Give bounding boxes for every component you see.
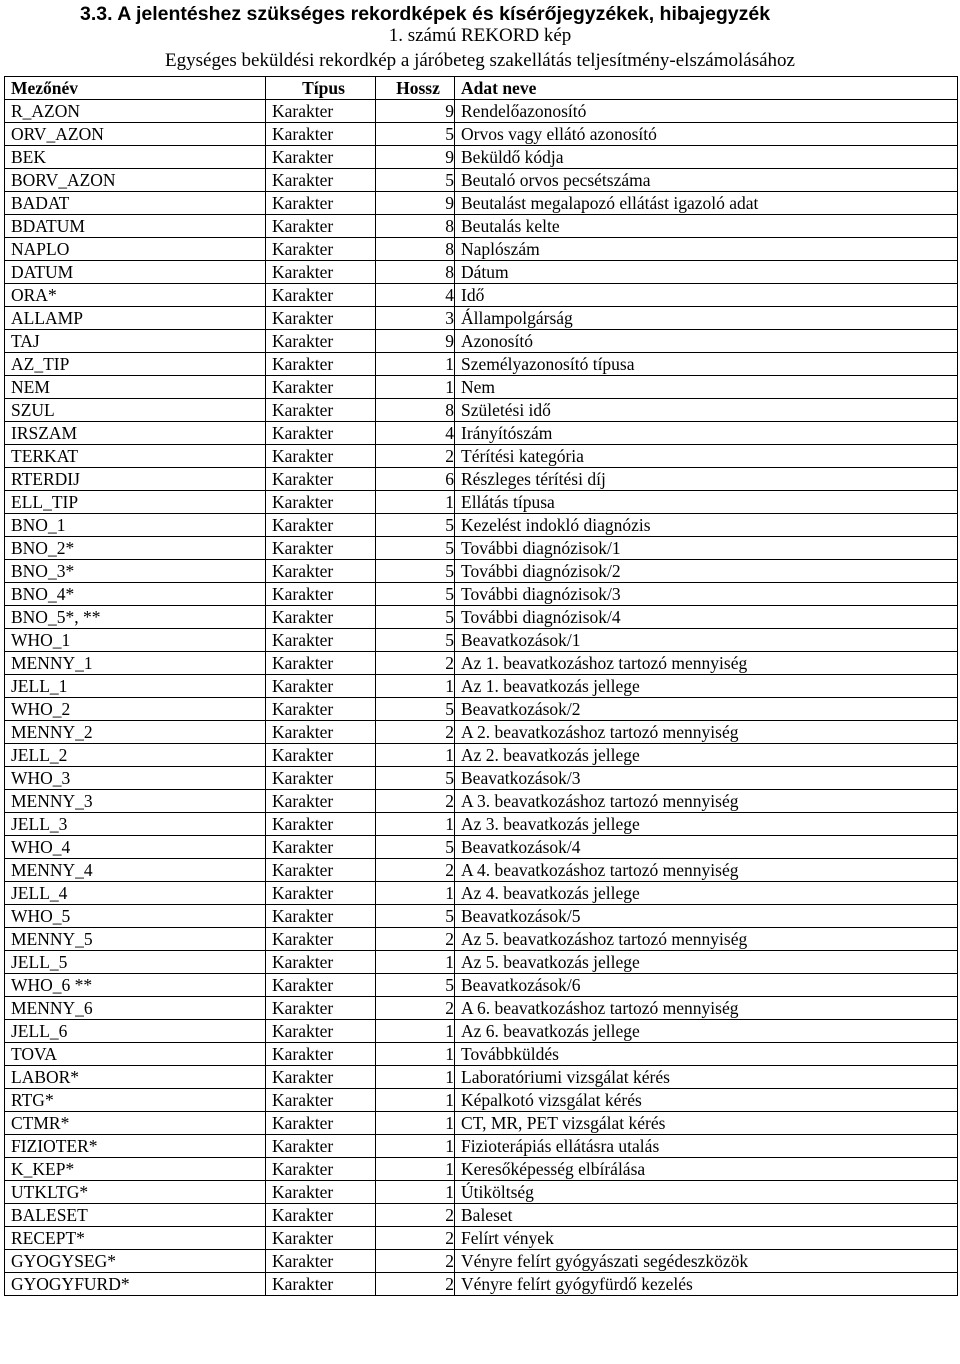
type-cell: Karakter: [266, 836, 376, 859]
data-name-cell: Az 5. beavatkozás jellege: [455, 951, 958, 974]
table-row: [5, 537, 958, 560]
table-row: [5, 1181, 958, 1204]
field-name-cell: WHO_5: [5, 905, 266, 928]
field-name-cell: LABOR*: [5, 1066, 266, 1089]
length-cell: 4: [376, 284, 455, 307]
type-cell: Karakter: [266, 330, 376, 353]
type-cell: Karakter: [266, 1089, 376, 1112]
length-cell: 5: [376, 537, 455, 560]
data-name-cell: Képalkotó vizsgálat kérés: [455, 1089, 958, 1112]
length-cell: 5: [376, 169, 455, 192]
data-name-cell: A 2. beavatkozáshoz tartozó mennyiség: [455, 721, 958, 744]
type-cell: Karakter: [266, 491, 376, 514]
type-cell: Karakter: [266, 1112, 376, 1135]
type-cell: Karakter: [266, 284, 376, 307]
length-cell: 1: [376, 1043, 455, 1066]
type-cell: Karakter: [266, 169, 376, 192]
type-cell: Karakter: [266, 422, 376, 445]
table-row: [5, 928, 958, 951]
table-row: [5, 1135, 958, 1158]
type-cell: Karakter: [266, 1181, 376, 1204]
data-name-cell: Születési idő: [455, 399, 958, 422]
length-cell: 6: [376, 468, 455, 491]
table-row: [5, 491, 958, 514]
length-cell: 1: [376, 353, 455, 376]
length-cell: 2: [376, 928, 455, 951]
header-length: Hossz: [376, 77, 455, 100]
data-name-cell: Azonosító: [455, 330, 958, 353]
field-name-cell: AZ_TIP: [5, 353, 266, 376]
type-cell: Karakter: [266, 652, 376, 675]
data-name-cell: További diagnózisok/1: [455, 537, 958, 560]
length-cell: 5: [376, 514, 455, 537]
field-name-cell: JELL_4: [5, 882, 266, 905]
record-title: Egységes beküldési rekordkép a járóbeteg szakellátás teljesítmény-elszámolásához: [165, 50, 795, 71]
field-name-cell: FIZIOTER*: [5, 1135, 266, 1158]
field-name-cell: RTG*: [5, 1089, 266, 1112]
table-row: [5, 100, 958, 123]
type-cell: Karakter: [266, 974, 376, 997]
table-body: [5, 100, 958, 1296]
field-name-cell: BNO_2*: [5, 537, 266, 560]
table-row: [5, 376, 958, 399]
field-name-cell: MENNY_5: [5, 928, 266, 951]
length-cell: 2: [376, 652, 455, 675]
length-cell: 2: [376, 721, 455, 744]
table-row: [5, 284, 958, 307]
data-name-cell: További diagnózisok/3: [455, 583, 958, 606]
field-name-cell: JELL_1: [5, 675, 266, 698]
type-cell: Karakter: [266, 744, 376, 767]
length-cell: 3: [376, 307, 455, 330]
field-name-cell: ALLAMP: [5, 307, 266, 330]
field-name-cell: R_AZON: [5, 100, 266, 123]
data-name-cell: Az 2. beavatkozás jellege: [455, 744, 958, 767]
type-cell: Karakter: [266, 675, 376, 698]
length-cell: 5: [376, 974, 455, 997]
data-name-cell: Keresőképesség elbírálása: [455, 1158, 958, 1181]
length-cell: 5: [376, 836, 455, 859]
data-name-cell: A 4. beavatkozáshoz tartozó mennyiség: [455, 859, 958, 882]
table-row: [5, 307, 958, 330]
record-subtitle: 1. számú REKORD kép: [388, 25, 572, 46]
table-row: [5, 353, 958, 376]
type-cell: Karakter: [266, 1158, 376, 1181]
data-name-cell: A 6. beavatkozáshoz tartozó mennyiség: [455, 997, 958, 1020]
table-row: [5, 1273, 958, 1296]
length-cell: 8: [376, 261, 455, 284]
type-cell: Karakter: [266, 215, 376, 238]
field-name-cell: CTMR*: [5, 1112, 266, 1135]
table-row: [5, 146, 958, 169]
data-name-cell: További diagnózisok/2: [455, 560, 958, 583]
record-layout-table: [4, 76, 958, 1296]
data-name-cell: Az 1. beavatkozás jellege: [455, 675, 958, 698]
type-cell: Karakter: [266, 537, 376, 560]
field-name-cell: BORV_AZON: [5, 169, 266, 192]
length-cell: 1: [376, 1135, 455, 1158]
type-cell: Karakter: [266, 146, 376, 169]
type-cell: Karakter: [266, 445, 376, 468]
length-cell: 5: [376, 606, 455, 629]
type-cell: Karakter: [266, 1135, 376, 1158]
table-row: [5, 974, 958, 997]
table-row: [5, 1089, 958, 1112]
length-cell: 8: [376, 215, 455, 238]
table-row: [5, 514, 958, 537]
length-cell: 2: [376, 997, 455, 1020]
type-cell: Karakter: [266, 882, 376, 905]
data-name-cell: Továbbküldés: [455, 1043, 958, 1066]
type-cell: Karakter: [266, 583, 376, 606]
field-name-cell: JELL_5: [5, 951, 266, 974]
table-row: [5, 399, 958, 422]
type-cell: Karakter: [266, 1204, 376, 1227]
data-name-cell: Laboratóriumi vizsgálat kérés: [455, 1066, 958, 1089]
type-cell: Karakter: [266, 767, 376, 790]
field-name-cell: TOVA: [5, 1043, 266, 1066]
type-cell: Karakter: [266, 813, 376, 836]
type-cell: Karakter: [266, 1227, 376, 1250]
field-name-cell: MENNY_6: [5, 997, 266, 1020]
data-name-cell: Beutalás kelte: [455, 215, 958, 238]
table-row: [5, 215, 958, 238]
field-name-cell: ORV_AZON: [5, 123, 266, 146]
field-name-cell: BNO_3*: [5, 560, 266, 583]
data-name-cell: Az 4. beavatkozás jellege: [455, 882, 958, 905]
length-cell: 2: [376, 1204, 455, 1227]
field-name-cell: BADAT: [5, 192, 266, 215]
table-row: [5, 123, 958, 146]
length-cell: 5: [376, 583, 455, 606]
type-cell: Karakter: [266, 514, 376, 537]
length-cell: 9: [376, 146, 455, 169]
length-cell: 2: [376, 790, 455, 813]
field-name-cell: SZUL: [5, 399, 266, 422]
length-cell: 1: [376, 882, 455, 905]
data-name-cell: Baleset: [455, 1204, 958, 1227]
table-row: [5, 468, 958, 491]
data-name-cell: Rendelőazonosító: [455, 100, 958, 123]
field-name-cell: K_KEP*: [5, 1158, 266, 1181]
field-name-cell: BALESET: [5, 1204, 266, 1227]
table-row: [5, 1250, 958, 1273]
data-name-cell: Nem: [455, 376, 958, 399]
type-cell: Karakter: [266, 399, 376, 422]
type-cell: Karakter: [266, 1250, 376, 1273]
type-cell: Karakter: [266, 376, 376, 399]
header-type: Típus: [266, 77, 376, 100]
data-name-cell: Útiköltség: [455, 1181, 958, 1204]
table-row: [5, 1112, 958, 1135]
length-cell: 2: [376, 1273, 455, 1296]
length-cell: 1: [376, 744, 455, 767]
field-name-cell: RTERDIJ: [5, 468, 266, 491]
data-name-cell: Felírt vények: [455, 1227, 958, 1250]
type-cell: Karakter: [266, 859, 376, 882]
type-cell: Karakter: [266, 307, 376, 330]
table-row: [5, 721, 958, 744]
field-name-cell: MENNY_1: [5, 652, 266, 675]
table-row: [5, 790, 958, 813]
data-name-cell: Ellátás típusa: [455, 491, 958, 514]
table-row: [5, 744, 958, 767]
table-row: [5, 445, 958, 468]
table-row: [5, 652, 958, 675]
table-row: [5, 1020, 958, 1043]
table-row: [5, 1066, 958, 1089]
data-name-cell: CT, MR, PET vizsgálat kérés: [455, 1112, 958, 1135]
table-row: [5, 169, 958, 192]
data-name-cell: Beavatkozások/3: [455, 767, 958, 790]
type-cell: Karakter: [266, 468, 376, 491]
field-name-cell: BNO_5*, **: [5, 606, 266, 629]
data-name-cell: Beavatkozások/2: [455, 698, 958, 721]
field-name-cell: GYOGYFURD*: [5, 1273, 266, 1296]
length-cell: 8: [376, 238, 455, 261]
table-row: [5, 1043, 958, 1066]
type-cell: Karakter: [266, 1043, 376, 1066]
data-name-cell: Részleges térítési díj: [455, 468, 958, 491]
table-row: [5, 1204, 958, 1227]
data-name-cell: Orvos vagy ellátó azonosító: [455, 123, 958, 146]
type-cell: Karakter: [266, 123, 376, 146]
field-name-cell: BNO_4*: [5, 583, 266, 606]
data-name-cell: Az 1. beavatkozáshoz tartozó mennyiség: [455, 652, 958, 675]
table-row: [5, 629, 958, 652]
table-row: [5, 422, 958, 445]
type-cell: Karakter: [266, 905, 376, 928]
length-cell: 2: [376, 1227, 455, 1250]
table-row: [5, 1227, 958, 1250]
data-name-cell: Beküldő kódja: [455, 146, 958, 169]
field-name-cell: RECEPT*: [5, 1227, 266, 1250]
table-row: [5, 905, 958, 928]
type-cell: Karakter: [266, 997, 376, 1020]
length-cell: 2: [376, 1250, 455, 1273]
length-cell: 5: [376, 560, 455, 583]
data-name-cell: Beavatkozások/6: [455, 974, 958, 997]
length-cell: 1: [376, 1112, 455, 1135]
field-name-cell: NEM: [5, 376, 266, 399]
table-header-row: [5, 77, 958, 100]
table-row: [5, 330, 958, 353]
data-name-cell: Beavatkozások/1: [455, 629, 958, 652]
header-field-name: Mezőnév: [5, 77, 266, 100]
table-row: [5, 192, 958, 215]
data-name-cell: Az 6. beavatkozás jellege: [455, 1020, 958, 1043]
type-cell: Karakter: [266, 629, 376, 652]
field-name-cell: ORA*: [5, 284, 266, 307]
field-name-cell: IRSZAM: [5, 422, 266, 445]
type-cell: Karakter: [266, 192, 376, 215]
section-heading: 3.3. A jelentéshez szükséges rekordképek és kísérőjegyzékek, hibajegyzék: [80, 3, 771, 25]
field-name-cell: WHO_3: [5, 767, 266, 790]
type-cell: Karakter: [266, 261, 376, 284]
type-cell: Karakter: [266, 951, 376, 974]
field-name-cell: DATUM: [5, 261, 266, 284]
field-name-cell: MENNY_2: [5, 721, 266, 744]
type-cell: Karakter: [266, 100, 376, 123]
table-row: [5, 882, 958, 905]
length-cell: 5: [376, 905, 455, 928]
field-name-cell: UTKLTG*: [5, 1181, 266, 1204]
length-cell: 2: [376, 445, 455, 468]
length-cell: 2: [376, 859, 455, 882]
table-row: [5, 698, 958, 721]
type-cell: Karakter: [266, 1273, 376, 1296]
data-name-cell: Állampolgárság: [455, 307, 958, 330]
field-name-cell: WHO_6 **: [5, 974, 266, 997]
data-name-cell: Kezelést indokló diagnózis: [455, 514, 958, 537]
data-name-cell: Fizioterápiás ellátásra utalás: [455, 1135, 958, 1158]
type-cell: Karakter: [266, 238, 376, 261]
data-name-cell: Beavatkozások/4: [455, 836, 958, 859]
field-name-cell: TERKAT: [5, 445, 266, 468]
length-cell: 9: [376, 192, 455, 215]
table-row: [5, 951, 958, 974]
field-name-cell: WHO_4: [5, 836, 266, 859]
type-cell: Karakter: [266, 928, 376, 951]
data-name-cell: Beavatkozások/5: [455, 905, 958, 928]
field-name-cell: BNO_1: [5, 514, 266, 537]
data-name-cell: Vényre felírt gyógyászati segédeszközök: [455, 1250, 958, 1273]
data-name-cell: A 3. beavatkozáshoz tartozó mennyiség: [455, 790, 958, 813]
table-row: [5, 606, 958, 629]
table-row: [5, 767, 958, 790]
table-row: [5, 859, 958, 882]
field-name-cell: JELL_3: [5, 813, 266, 836]
data-name-cell: Személyazonosító típusa: [455, 353, 958, 376]
table-row: [5, 560, 958, 583]
data-name-cell: Az 5. beavatkozáshoz tartozó mennyiség: [455, 928, 958, 951]
length-cell: 8: [376, 399, 455, 422]
length-cell: 1: [376, 813, 455, 836]
field-name-cell: GYOGYSEG*: [5, 1250, 266, 1273]
table-row: [5, 836, 958, 859]
length-cell: 1: [376, 1020, 455, 1043]
field-name-cell: BEK: [5, 146, 266, 169]
data-name-cell: Vényre felírt gyógyfürdő kezelés: [455, 1273, 958, 1296]
length-cell: 9: [376, 100, 455, 123]
type-cell: Karakter: [266, 721, 376, 744]
type-cell: Karakter: [266, 790, 376, 813]
length-cell: 1: [376, 376, 455, 399]
data-name-cell: Irányítószám: [455, 422, 958, 445]
field-name-cell: MENNY_4: [5, 859, 266, 882]
type-cell: Karakter: [266, 560, 376, 583]
field-name-cell: BDATUM: [5, 215, 266, 238]
header-data-name: Adat neve: [455, 77, 958, 100]
length-cell: 1: [376, 951, 455, 974]
table-row: [5, 675, 958, 698]
type-cell: Karakter: [266, 1066, 376, 1089]
data-name-cell: Dátum: [455, 261, 958, 284]
length-cell: 1: [376, 675, 455, 698]
table-row: [5, 813, 958, 836]
type-cell: Karakter: [266, 698, 376, 721]
length-cell: 5: [376, 629, 455, 652]
data-name-cell: Térítési kategória: [455, 445, 958, 468]
data-name-cell: Idő: [455, 284, 958, 307]
length-cell: 9: [376, 330, 455, 353]
table-row: [5, 261, 958, 284]
field-name-cell: JELL_2: [5, 744, 266, 767]
length-cell: 1: [376, 1158, 455, 1181]
field-name-cell: JELL_6: [5, 1020, 266, 1043]
length-cell: 1: [376, 1066, 455, 1089]
field-name-cell: NAPLO: [5, 238, 266, 261]
length-cell: 1: [376, 1181, 455, 1204]
data-name-cell: Beutaló orvos pecsétszáma: [455, 169, 958, 192]
data-name-cell: További diagnózisok/4: [455, 606, 958, 629]
table-row: [5, 583, 958, 606]
data-name-cell: Az 3. beavatkozás jellege: [455, 813, 958, 836]
length-cell: 4: [376, 422, 455, 445]
table-row: [5, 238, 958, 261]
field-name-cell: ELL_TIP: [5, 491, 266, 514]
length-cell: 5: [376, 698, 455, 721]
type-cell: Karakter: [266, 606, 376, 629]
table-row: [5, 1158, 958, 1181]
table-row: [5, 997, 958, 1020]
data-name-cell: Naplószám: [455, 238, 958, 261]
length-cell: 5: [376, 767, 455, 790]
type-cell: Karakter: [266, 353, 376, 376]
field-name-cell: WHO_2: [5, 698, 266, 721]
length-cell: 5: [376, 123, 455, 146]
field-name-cell: WHO_1: [5, 629, 266, 652]
field-name-cell: TAJ: [5, 330, 266, 353]
length-cell: 1: [376, 491, 455, 514]
field-name-cell: MENNY_3: [5, 790, 266, 813]
type-cell: Karakter: [266, 1020, 376, 1043]
length-cell: 1: [376, 1089, 455, 1112]
data-name-cell: Beutalást megalapozó ellátást igazoló adat: [455, 192, 958, 215]
